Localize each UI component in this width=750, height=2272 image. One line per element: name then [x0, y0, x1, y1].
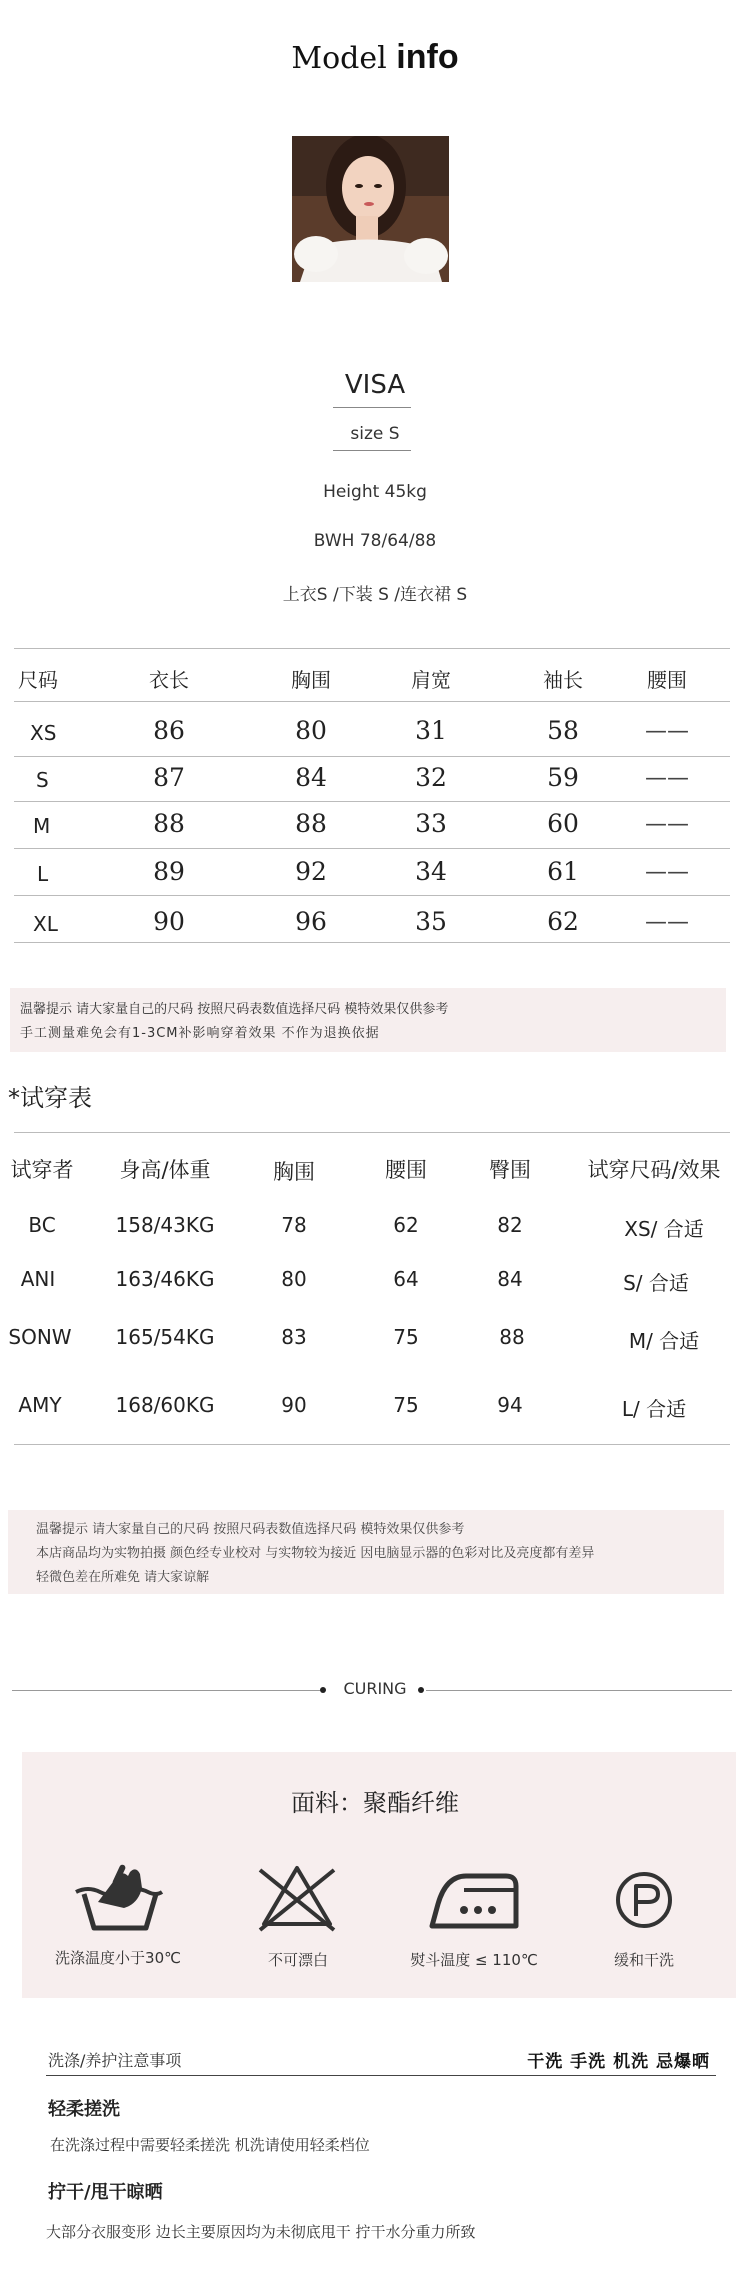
chest-value: 78	[281, 1213, 307, 1237]
waist-value: 75	[393, 1393, 419, 1417]
chart-rule-bottom	[14, 942, 730, 943]
chart-rule	[14, 801, 730, 802]
waist-value: ——	[645, 812, 689, 837]
sleeve-value: 61	[547, 857, 579, 886]
dry-hang-text: 大部分衣服变形 边长主要原因均为未彻底甩干 拧干水分重力所致	[46, 2223, 476, 2241]
wash-divider	[46, 2075, 716, 2076]
col-waist-header: 腰围	[385, 1158, 427, 1182]
fit-value: S/ 合适	[623, 1271, 689, 1295]
col-wearer-header: 试穿者	[10, 1158, 74, 1182]
no-bleach-label: 不可漂白	[267, 1951, 328, 1969]
chart-rule	[14, 848, 730, 849]
hip-value: 84	[497, 1267, 523, 1291]
chest-value: 83	[281, 1325, 307, 1349]
chest-value: 92	[295, 857, 327, 886]
chest-value: 84	[295, 763, 327, 792]
length-value: 88	[153, 809, 185, 838]
waist-value: 75	[393, 1325, 419, 1349]
chest-value: 80	[281, 1267, 307, 1291]
iron-label: 熨斗温度 ≤ 110℃	[410, 1951, 538, 1969]
dry-clean-label: 缓和干洗	[613, 1951, 674, 1969]
fit-value: M/ 合适	[628, 1329, 700, 1353]
hip-value: 82	[497, 1213, 523, 1237]
chest-value: 96	[295, 907, 327, 936]
try-rule-bottom	[14, 1444, 730, 1445]
try-rule-top	[14, 1132, 730, 1133]
waist-value: 62	[393, 1213, 419, 1237]
waist-value: ——	[645, 719, 689, 744]
measurement-tip	[10, 988, 726, 1052]
waist-value: ——	[645, 910, 689, 935]
wash-method-tags: 干洗 手洗 机洗 忌爆晒	[527, 2052, 710, 2072]
wearer-name: BC	[28, 1213, 56, 1237]
tip-line-1: 温馨提示 请大家量自己的尺码 按照尺码表数值选择尺码 模特效果仅供参考	[20, 1002, 449, 1017]
col-chest-header: 胸围	[273, 1160, 315, 1184]
size-label: L	[37, 862, 49, 886]
model-size: size S	[350, 424, 400, 444]
sleeve-value: 60	[547, 809, 579, 838]
model-name: VISA	[344, 370, 406, 400]
chest-value: 88	[295, 809, 327, 838]
shoulder-value: 35	[415, 907, 447, 936]
col-waist-header: 腰围	[647, 668, 687, 692]
wearer-name: ANI	[20, 1267, 56, 1291]
waist-value: ——	[645, 860, 689, 885]
col-shoulder-header: 肩宽	[411, 668, 451, 692]
gentle-wash-heading: 轻柔搓洗	[48, 2099, 120, 2120]
model-bwh: BWH 78/64/88	[313, 531, 437, 551]
size-label: S	[36, 768, 49, 792]
size-label: XL	[33, 912, 58, 936]
chest-value: 90	[281, 1393, 307, 1417]
title-part-1: Model	[291, 41, 387, 76]
col-length-header: 衣长	[149, 668, 189, 692]
length-value: 89	[153, 857, 185, 886]
col-chest-header: 胸围	[291, 668, 331, 692]
iron-icon	[420, 1860, 530, 1940]
waist-value: 64	[393, 1267, 419, 1291]
tip-line-2: 手工测量难免会有1-3CM补影响穿着效果 不作为退换依据	[20, 1026, 380, 1041]
tip-line-3: 轻微色差在所难免 请大家谅解	[36, 1570, 210, 1585]
curing-line-right	[426, 1690, 732, 1691]
length-value: 90	[153, 907, 185, 936]
sleeve-value: 58	[547, 716, 579, 745]
hip-value: 94	[497, 1393, 523, 1417]
name-underline	[333, 407, 411, 408]
fit-value: L/ 合适	[621, 1397, 687, 1421]
chart-rule-top	[14, 648, 730, 649]
wash-notes-heading: 洗涤/养护注意事项	[48, 2051, 182, 2070]
sleeve-value: 59	[547, 763, 579, 792]
no-bleach-icon	[242, 1860, 352, 1940]
dry-hang-heading: 拧干/甩干晾晒	[48, 2182, 163, 2203]
model-photo	[292, 136, 449, 282]
chart-rule	[14, 756, 730, 757]
curing-label: CURING	[343, 1679, 407, 1698]
length-value: 86	[153, 716, 185, 745]
page-title	[0, 38, 750, 77]
col-sleeve-header: 袖长	[543, 668, 583, 692]
disclaimer-tip	[8, 1510, 724, 1594]
model-sizes-worn: 上衣S /下装 S /连衣裙 S	[282, 585, 468, 605]
waist-value: ——	[645, 766, 689, 791]
title-part-2: info	[396, 38, 459, 76]
col-size-header: 尺码	[18, 668, 58, 692]
height-weight-value: 165/54KG	[115, 1325, 215, 1349]
col-height-weight-header: 身高/体重	[119, 1158, 211, 1182]
shoulder-value: 31	[415, 716, 447, 745]
size-label: XS	[30, 721, 57, 745]
curing-dot-right	[418, 1687, 424, 1693]
size-underline	[333, 450, 411, 451]
sleeve-value: 62	[547, 907, 579, 936]
height-weight-value: 168/60KG	[115, 1393, 215, 1417]
shoulder-value: 34	[415, 857, 447, 886]
shoulder-value: 32	[415, 763, 447, 792]
chart-rule-header	[14, 701, 730, 702]
col-fit-header: 试穿尺码/效果	[587, 1158, 721, 1182]
wearer-name: SONW	[8, 1325, 72, 1349]
height-weight-value: 158/43KG	[115, 1213, 215, 1237]
wearer-name: AMY	[18, 1393, 62, 1417]
height-weight-value: 163/46KG	[115, 1267, 215, 1291]
gentle-wash-text: 在洗涤过程中需要轻柔搓洗 机洗请使用轻柔档位	[50, 2136, 370, 2154]
model-height: Height 45kg	[323, 482, 427, 502]
hand-wash-icon	[64, 1858, 174, 1938]
tip-line-2: 本店商品均为实物拍摄 颜色经专业校对 与实物较为接近 因电脑显示器的色彩对比及亮度都有差异	[36, 1546, 595, 1561]
size-label: M	[33, 814, 51, 838]
model-photo-art	[292, 136, 449, 282]
try-on-title: *试穿表	[8, 1084, 92, 1112]
hip-value: 88	[499, 1325, 525, 1349]
fabric-title: 面料：聚酯纤维	[291, 1789, 459, 1817]
dry-clean-p-icon	[590, 1860, 700, 1940]
length-value: 87	[153, 763, 185, 792]
hand-wash-label: 洗涤温度小于30℃	[55, 1949, 181, 1967]
col-hip-header: 臀围	[489, 1158, 531, 1182]
shoulder-value: 33	[415, 809, 447, 838]
tip-line-1: 温馨提示 请大家量自己的尺码 按照尺码表数值选择尺码 模特效果仅供参考	[36, 1522, 465, 1537]
chest-value: 80	[295, 716, 327, 745]
chart-rule	[14, 895, 730, 896]
fit-value: XS/ 合适	[624, 1217, 704, 1241]
